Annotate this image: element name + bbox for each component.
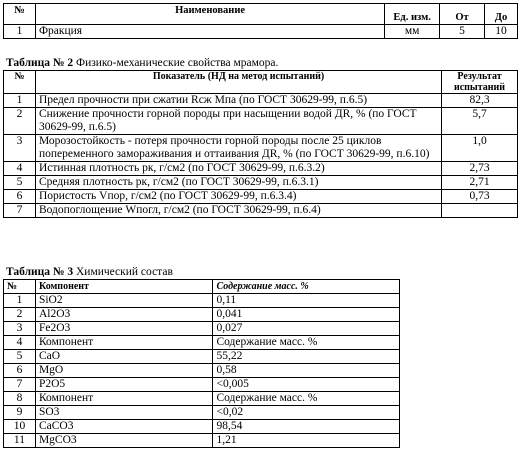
cell-component: P2O5 (35, 378, 213, 392)
table-row (4, 392, 400, 406)
header-indicator: Показатель (НД на метод испытаний) (35, 71, 441, 94)
header-component: Компонент (35, 280, 213, 294)
cell-number: 6 (4, 190, 36, 204)
cell-number: 10 (4, 420, 36, 434)
cell-number: 8 (4, 392, 36, 406)
cell-content: 0,041 (213, 308, 400, 322)
table-row (4, 162, 518, 176)
table-header-row (4, 4, 518, 25)
cell-number: 7 (4, 204, 36, 218)
cell-content: Содержание масс. % (213, 392, 400, 406)
cell-result (442, 204, 518, 218)
table3-caption-number: Таблица № 3 (6, 266, 74, 278)
cell-indicator: Средняя плотность рк, г/см2 (по ГОСТ 30629-99, п.6.3.1) (35, 176, 441, 190)
cell-number: 1 (4, 25, 36, 39)
table-row (4, 336, 400, 350)
table-row (4, 135, 518, 162)
header-number: № (4, 4, 36, 25)
cell-indicator: Предел прочности при сжатии Rсж Мпа (по ГОСТ 30629-99, п.6.5) (35, 94, 441, 108)
table3-caption (6, 266, 173, 279)
cell-result: 0,73 (442, 190, 518, 204)
table-row (4, 420, 400, 434)
cell-number: 6 (4, 364, 36, 378)
cell-number: 2 (4, 108, 36, 135)
header-to: До (485, 4, 518, 25)
cell-number: 9 (4, 406, 36, 420)
cell-content: 98,54 (213, 420, 400, 434)
table-row (4, 204, 518, 218)
cell-number: 3 (4, 135, 36, 162)
cell-number: 11 (4, 434, 36, 448)
cell-name: Фракция (35, 25, 384, 39)
cell-indicator: Водопоглощение Wпогл, г/см2 (по ГОСТ 30629-99, п.6.4) (35, 204, 441, 218)
table-header-row (4, 71, 518, 94)
header-unit: Ед. изм. (385, 4, 440, 25)
physical-properties-table (3, 70, 518, 218)
cell-result: 2,73 (442, 162, 518, 176)
cell-content: 55,22 (213, 350, 400, 364)
cell-number: 5 (4, 176, 36, 190)
header-number: № (4, 280, 36, 294)
cell-result: 1,0 (442, 135, 518, 162)
cell-component: SiO2 (35, 294, 213, 308)
cell-component: MgCO3 (35, 434, 213, 448)
table-row (4, 434, 400, 448)
cell-number: 1 (4, 94, 36, 108)
cell-result: 82,3 (442, 94, 518, 108)
table2-caption (6, 57, 278, 70)
cell-result: 5,7 (442, 108, 518, 135)
table-row (4, 190, 518, 204)
table-row (4, 176, 518, 190)
cell-number: 3 (4, 322, 36, 336)
table-row (4, 406, 400, 420)
cell-content: 0,11 (213, 294, 400, 308)
table-row (4, 322, 400, 336)
cell-content: <0,005 (213, 378, 400, 392)
header-number: № (4, 71, 36, 94)
table-row (4, 294, 400, 308)
table-header-row (4, 280, 400, 294)
cell-number: 7 (4, 378, 36, 392)
table3-caption-text: Химический состав (73, 266, 173, 278)
table-row (4, 25, 518, 39)
cell-content: 1,21 (213, 434, 400, 448)
cell-number: 1 (4, 294, 36, 308)
table-row (4, 308, 400, 322)
cell-component: SO3 (35, 406, 213, 420)
cell-indicator: Истинная плотность рк, г/см2 (по ГОСТ 30629-99, п.6.3.2) (35, 162, 441, 176)
cell-content: <0,02 (213, 406, 400, 420)
header-result: Результат испытаний (442, 71, 518, 94)
cell-from: 5 (440, 25, 485, 39)
cell-component: CaO (35, 350, 213, 364)
cell-number: 5 (4, 350, 36, 364)
cell-content: 0,58 (213, 364, 400, 378)
cell-unit: мм (385, 25, 440, 39)
fraction-table (3, 3, 518, 39)
table-row (4, 108, 518, 135)
cell-component: Компонент (35, 392, 213, 406)
cell-number: 2 (4, 308, 36, 322)
cell-to: 10 (485, 25, 518, 39)
cell-component: Al2O3 (35, 308, 213, 322)
table-row (4, 350, 400, 364)
table-row (4, 94, 518, 108)
cell-result: 2,71 (442, 176, 518, 190)
table-row (4, 378, 400, 392)
cell-component: Fe2O3 (35, 322, 213, 336)
cell-content: Содержание масс. % (213, 336, 400, 350)
cell-indicator: Морозостойкость - потеря прочности горной породы после 25 циклов попеременного замораживания и оттаивания ДR, % (по ГОСТ 30629-99, п.6.10) (35, 135, 441, 162)
cell-component: Компонент (35, 336, 213, 350)
header-content: Содержание масс. % (213, 280, 400, 294)
cell-number: 4 (4, 162, 36, 176)
table2-caption-number: Таблица № 2 (6, 57, 74, 69)
table2-caption-text: Физико-механические свойства мрамора. (73, 57, 279, 69)
cell-number: 4 (4, 336, 36, 350)
cell-indicator: Снижение прочности горной породы при насыщении водой ДR, % (по ГОСТ 30629-99, п.6.5) (35, 108, 441, 135)
table-row (4, 364, 400, 378)
cell-component: CaCO3 (35, 420, 213, 434)
cell-indicator: Пористость Vпор, г/см2 (по ГОСТ 30629-99, п.6.3.4) (35, 190, 441, 204)
cell-content: 0,027 (213, 322, 400, 336)
chemical-composition-table (3, 279, 400, 448)
cell-component: MgO (35, 364, 213, 378)
header-name: Наименование (35, 4, 384, 25)
header-from: От (440, 4, 485, 25)
